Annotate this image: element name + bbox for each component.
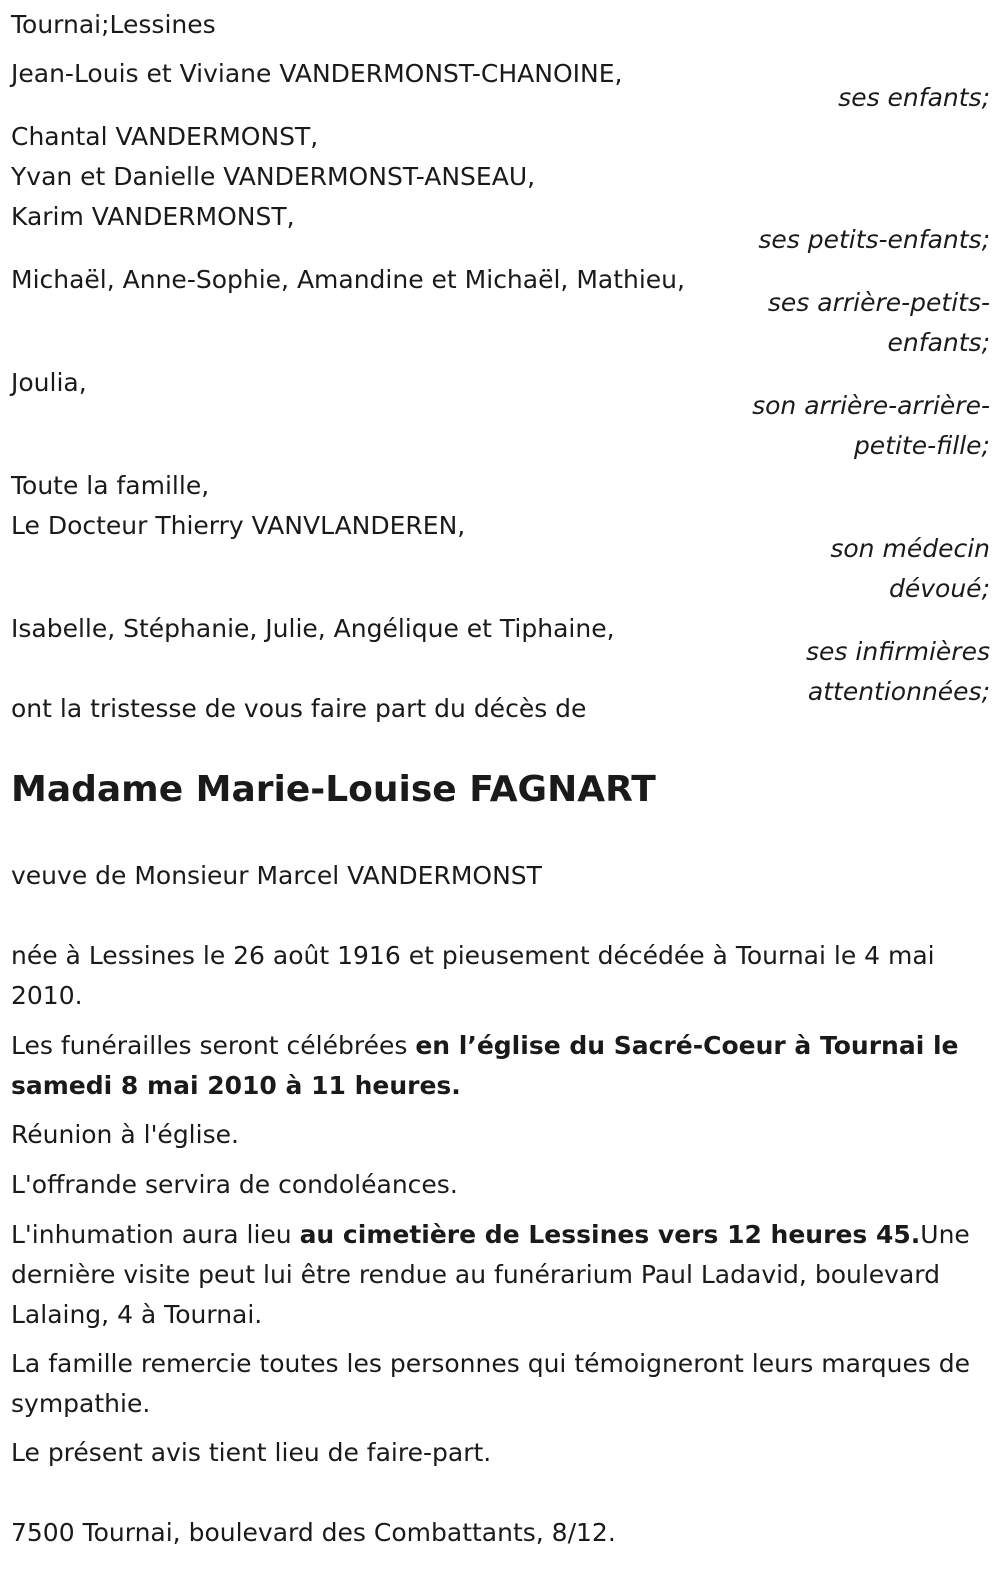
children-role: ses enfants; bbox=[838, 83, 990, 112]
great-grandchildren-role-line-1: ses arrière-petits- bbox=[767, 288, 990, 317]
nurses-role-line-2: attentionnées; bbox=[807, 677, 990, 706]
funeral-intro: Les funérailles seront célébrées bbox=[11, 1031, 416, 1060]
doctor-name: Le Docteur Thierry VANVLANDEREN, bbox=[11, 511, 466, 540]
burial-visit: Une dernière visite peut lui être rendue au funérarium Paul Ladavid, boulevard Lalaing, 4 à Tournai. bbox=[11, 1220, 970, 1329]
offering-paragraph: L'offrande servira de condoléances. bbox=[11, 1170, 458, 1199]
doctor-role-line-2: dévoué; bbox=[889, 574, 990, 603]
burial-intro: L'inhumation aura lieu bbox=[11, 1220, 300, 1249]
great-grandchildren-role-line-2: enfants; bbox=[887, 328, 990, 357]
great-great-grandchild-role-line-2: petite-fille; bbox=[853, 431, 990, 460]
deceased-name: Madame Marie-Louise FAGNART bbox=[11, 769, 656, 810]
grandchildren-name-2: Yvan et Danielle VANDERMONST-ANSEAU, bbox=[11, 162, 536, 191]
notice-paragraph: Le présent avis tient lieu de faire-part. bbox=[11, 1438, 492, 1467]
address-line: 7500 Tournai, boulevard des Combattants, 8/12. bbox=[11, 1518, 616, 1547]
burial-place-time: au cimetière de Lessines vers 12 heures 45. bbox=[299, 1220, 921, 1249]
grandchildren-name-1: Chantal VANDERMONST, bbox=[11, 122, 319, 151]
children-names: Jean-Louis et Viviane VANDERMONST-CHANOINE, bbox=[11, 59, 623, 88]
nurses-names: Isabelle, Stéphanie, Julie, Angélique et Tiphaine, bbox=[11, 614, 615, 643]
grandchildren-name-3: Karim VANDERMONST, bbox=[11, 202, 295, 231]
burial-paragraph bbox=[11, 1215, 986, 1335]
funeral-place-time: en l’église du Sacré-Coeur à Tournai le samedi 8 mai 2010 à 11 heures. bbox=[11, 1031, 959, 1100]
nurses-role-line-1: ses infirmières bbox=[806, 637, 990, 666]
doctor-role-line-1: son médecin bbox=[830, 534, 990, 563]
announcement-text: ont la tristesse de vous faire part du décès de bbox=[11, 694, 587, 723]
meeting-paragraph: Réunion à l'église. bbox=[11, 1120, 239, 1149]
widow-of: veuve de Monsieur Marcel VANDERMONST bbox=[11, 861, 542, 890]
grandchildren-role: ses petits-enfants; bbox=[758, 225, 990, 254]
location-line: Tournai;Lessines bbox=[11, 10, 216, 39]
great-great-grandchild-role-line-1: son arrière-arrière- bbox=[752, 391, 990, 420]
great-grandchildren-names: Michaël, Anne-Sophie, Amandine et Michaël, Mathieu, bbox=[11, 265, 685, 294]
whole-family: Toute la famille, bbox=[11, 471, 210, 500]
funeral-paragraph bbox=[11, 1026, 986, 1106]
birth-death-paragraph: née à Lessines le 26 août 1916 et pieusement décédée à Tournai le 4 mai 2010. bbox=[11, 941, 935, 1010]
thanks-paragraph: La famille remercie toutes les personnes qui témoigneront leurs marques de sympathie. bbox=[11, 1349, 971, 1418]
great-great-grandchild-name: Joulia, bbox=[11, 368, 87, 397]
